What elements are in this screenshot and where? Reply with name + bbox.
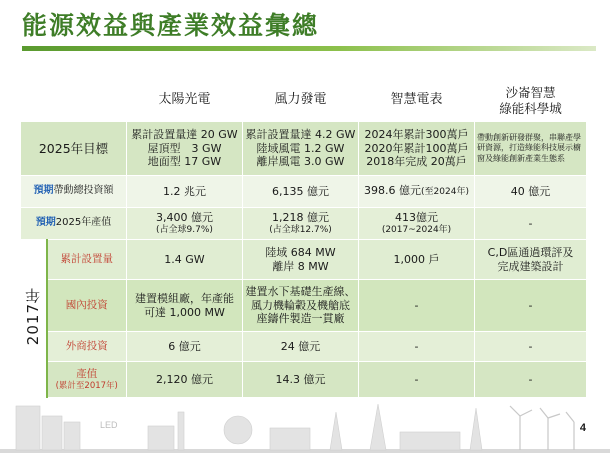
chimney-icon [178, 412, 184, 450]
pylon-icon [470, 408, 482, 450]
solar-panel-icon [400, 432, 460, 450]
output2017-meter: - [359, 362, 475, 398]
output-wind-sub: (占全球12.7%) [269, 224, 332, 235]
goal-shalun [475, 122, 587, 176]
invest-meter-value: 398.6 億元 [364, 184, 422, 198]
output-label [21, 208, 127, 240]
goal-meter [359, 122, 475, 176]
header-corner [21, 80, 127, 122]
output-wind-main: 1,218 億元 [272, 211, 329, 224]
factory-icon [148, 426, 174, 450]
led-sign: LED [100, 420, 118, 430]
page-title: 能源效益與產業效益彙總 [22, 11, 320, 40]
col-header-wind: 風力發電 [243, 80, 359, 122]
output2017-shalun: - [475, 362, 587, 398]
turbine-blade-icon [540, 408, 548, 418]
year-2017-label [21, 240, 47, 398]
output2017-label-main: 產值 [76, 367, 98, 380]
output2017-label [47, 362, 127, 398]
col-header-smart-meter: 智慧電表 [359, 80, 475, 122]
invest-label-text: 帶動總投資額 [53, 185, 114, 197]
output2017-solar: 2,120 億元 [127, 362, 243, 398]
output-label-prefix: 預期 [35, 217, 56, 229]
goal-solar-sub: 屋頂型 3 GW 地面型 17 GW [147, 141, 222, 169]
output-wind [243, 208, 359, 240]
goal-label: 2025年目標 [21, 122, 127, 176]
turbine-blade-icon [510, 406, 520, 416]
domestic-meter: - [359, 280, 475, 332]
output-meter-main: 413億元 [395, 211, 438, 224]
turbine-blade-icon [548, 414, 560, 418]
output2017-label-sub: (累計至2017年) [55, 380, 118, 391]
pylon-icon [370, 404, 386, 450]
row-2017-foreign [21, 332, 587, 362]
goal-wind-sub: 陸域風電 1.2 GW 離岸風電 3.0 GW [256, 141, 345, 169]
goal-meter-sub: 2020年累計100萬戶 2018年完成 20萬戶 [364, 141, 469, 169]
building-icon [64, 422, 80, 450]
globe-icon [224, 416, 252, 444]
goal-wind [243, 122, 359, 176]
domestic-shalun: - [475, 280, 587, 332]
output-solar [127, 208, 243, 240]
domestic-solar: 建置模組廠，年產能 可達 1,000 MW [127, 280, 243, 332]
output-label-text: 2025年產值 [55, 217, 112, 229]
invest-meter [359, 176, 475, 208]
foreign-label: 外商投資 [47, 332, 127, 362]
col-header-solar: 太陽光電 [127, 80, 243, 122]
goal-meter-main: 2024年累計300萬戶 [364, 127, 469, 141]
output-meter [359, 208, 475, 240]
turbine-blade-icon [566, 412, 574, 422]
capacity-shalun: C,D區通過環評及 完成建築設計 [475, 240, 587, 280]
page-number: 4 [579, 422, 586, 434]
green-energy-skyline [0, 398, 610, 453]
domestic-label: 國內投資 [47, 280, 127, 332]
goal-shalun-main: 帶動創新研發群聚，串聯產學研資源，打造綠能科技展示櫥窗及綠能創新產業生態系 [477, 132, 581, 163]
row-2017-domestic [21, 280, 587, 332]
year-2017-text: 2017年 [23, 287, 42, 346]
capacity-wind: 陸域 684 MW 離岸 8 MW [243, 240, 359, 280]
title-underline [22, 46, 596, 51]
row-2017-capacity [21, 240, 587, 280]
invest-shalun: 40 億元 [475, 176, 587, 208]
col-header-shalun: 沙崙智慧 綠能科學城 [475, 80, 587, 122]
invest-label-prefix: 預期 [33, 185, 54, 197]
capacity-solar: 1.4 GW [127, 240, 243, 280]
foreign-solar: 6 億元 [127, 332, 243, 362]
output-meter-sub: (2017~2024年) [381, 224, 452, 235]
invest-wind: 6,135 億元 [243, 176, 359, 208]
capacity-label: 累計設置量 [47, 240, 127, 280]
invest-row [21, 176, 587, 208]
output-shalun: - [475, 208, 587, 240]
capacity-meter: 1,000 戶 [359, 240, 475, 280]
row-2017-output [21, 362, 587, 398]
invest-label [21, 176, 127, 208]
goal-solar [127, 122, 243, 176]
foreign-meter: - [359, 332, 475, 362]
output-row [21, 208, 587, 240]
goal-wind-main: 累計設置量達 4.2 GW [245, 127, 356, 141]
summary-table [20, 79, 587, 398]
building-icon [42, 416, 62, 450]
turbine-blade-icon [520, 410, 532, 416]
invest-meter-note: (至2024年) [421, 187, 469, 198]
pylon-icon [330, 412, 342, 450]
output-solar-sub: (占全球9.7%) [156, 224, 213, 235]
output2017-wind: 14.3 億元 [243, 362, 359, 398]
house-icon [270, 428, 310, 450]
header-row [21, 80, 587, 122]
invest-solar: 1.2 兆元 [127, 176, 243, 208]
foreign-wind: 24 億元 [243, 332, 359, 362]
domestic-wind: 建置水下基礎生產線、 風力機輪轂及機艙底 座鑄件製造一貫廠 [243, 280, 359, 332]
goal-row [21, 122, 587, 176]
building-icon [16, 406, 40, 450]
output-solar-main: 3,400 億元 [156, 211, 213, 224]
foreign-shalun: - [475, 332, 587, 362]
goal-solar-main: 累計設置量達 20 GW [131, 127, 238, 141]
